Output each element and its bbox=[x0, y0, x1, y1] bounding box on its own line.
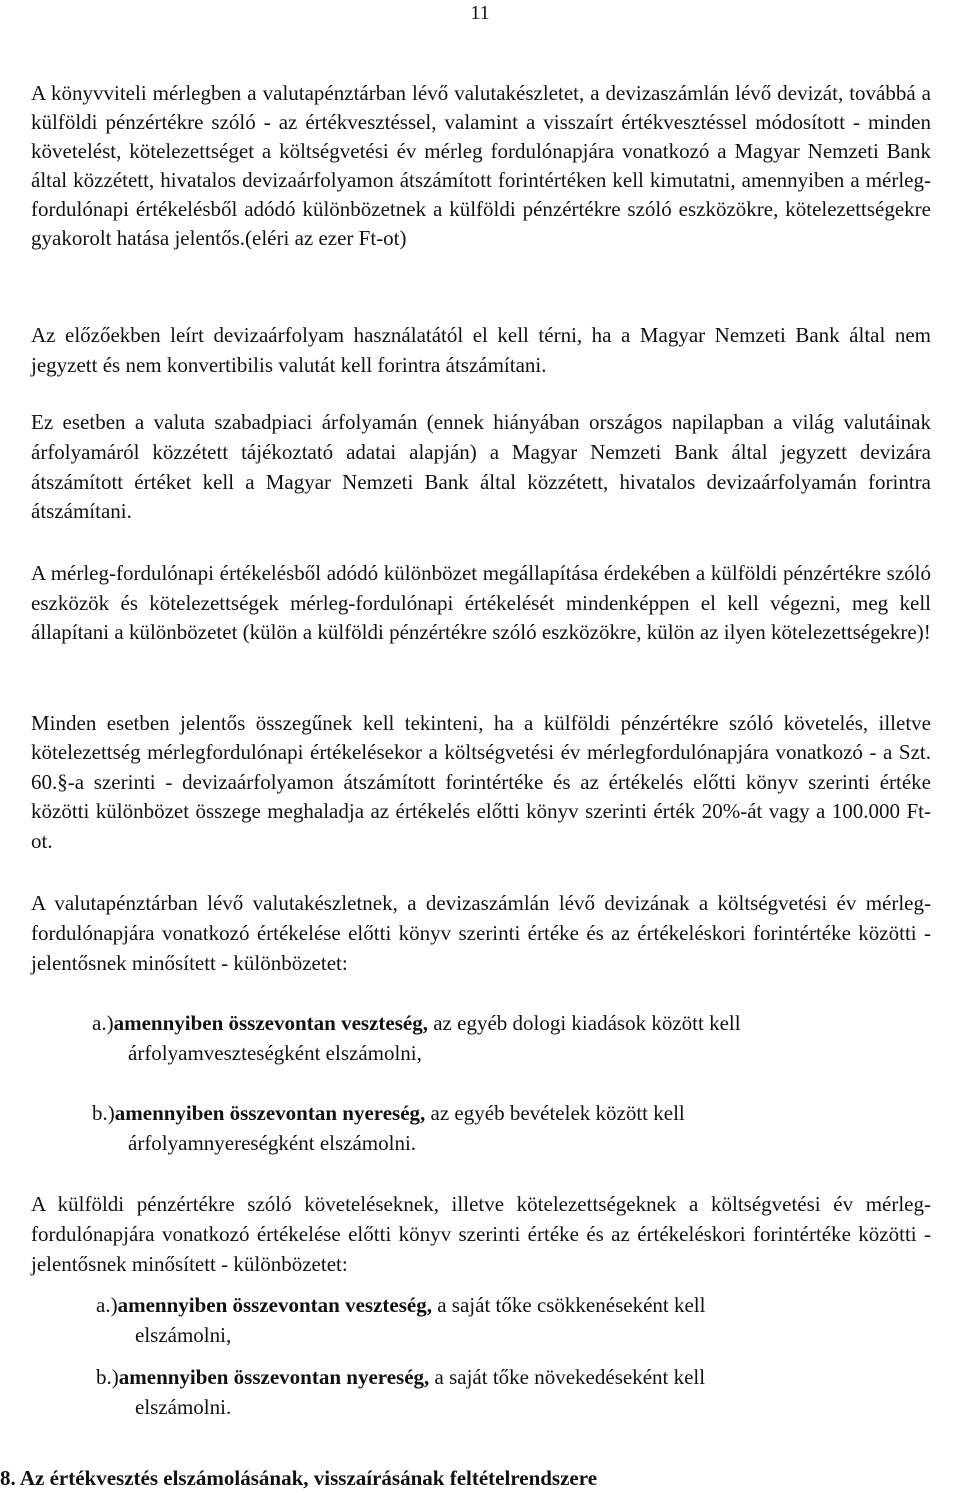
list-item bbox=[96, 1290, 705, 1350]
section-heading: 8. Az értékvesztés elszámolásának, visszaírásának feltételrendszere bbox=[0, 1466, 598, 1490]
list-item-bold: amennyiben összevontan nyereség, bbox=[114, 1101, 426, 1125]
list-item-continuation: elszámolni. bbox=[135, 1395, 232, 1419]
list-item-continuation: árfolyamveszteségként elszámolni, bbox=[128, 1041, 422, 1065]
list-item-text: a saját tőke növekedéseként kell bbox=[429, 1365, 706, 1389]
page-number: 11 bbox=[470, 2, 490, 24]
paragraph-significant-amount: Minden esetben jelentős összegűnek kell tekinteni, ha a külföldi pénzértékre szóló követelés, illetve kötelezettség mérlegfordulónapi értékelésekor a költségvetési év mérlegfordulónapjára vonatkozó - a Szt. 60.§-a szerinti - devizaárfolyamon átszámított forintértéke és az értékelés előtti könyv szerinti értéke közötti különbözet összege meghaladja az értékelés előtti könyv szerinti érték 20%-át vagy a 100.000 Ft-ot. bbox=[31, 711, 931, 853]
list-marker: a.) bbox=[92, 1011, 114, 1035]
list-item-bold: amennyiben összevontan veszteség, bbox=[113, 1011, 428, 1035]
list-item-continuation: árfolyamnyereségként elszámolni. bbox=[128, 1131, 417, 1155]
list-item-bold: amennyiben összevontan veszteség, bbox=[117, 1293, 432, 1317]
list-item-text: az egyéb dologi kiadások között kell bbox=[427, 1011, 741, 1035]
list-marker: b.) bbox=[92, 1101, 115, 1125]
paragraph-exception: Az előzőekben leírt devizaárfolyam használatától el kell térni, ha a Magyar Nemzeti Bank által nem jegyzett és nem konvertibilis valutát kell forintra átszámítani. bbox=[31, 323, 931, 377]
list-item bbox=[92, 1098, 685, 1158]
list-item-text: az egyéb bevételek között kell bbox=[425, 1101, 685, 1125]
list-item-text: a saját tőke csökkenéseként kell bbox=[431, 1293, 706, 1317]
list-item bbox=[96, 1362, 705, 1422]
list-item-bold: amennyiben összevontan nyereség, bbox=[118, 1365, 430, 1389]
paragraph-receivables-difference: A külföldi pénzértékre szóló követeléseknek, illetve kötelezettségeknek a költségvetési év mérleg-fordulónapjára vonatkozó értékelése előtti könyv szerinti értéke és az értékeléskori forintértéke közötti -jelentősnek minősített - különbözetet: bbox=[31, 1192, 931, 1277]
list-item bbox=[92, 1008, 741, 1068]
paragraph-cash-difference: A valutapénztárban lévő valutakészletnek, a devizaszámlán lévő devizának a költségvetési év mérleg-fordulónapjára vonatkozó értékelése előtti könyv szerinti értéke és az értékeléskori forintértéke közötti -jelentősnek minősített - különbözetet: bbox=[31, 891, 931, 976]
paragraph-difference-determination: A mérleg-fordulónapi értékelésből adódó különbözet megállapítása érdekében a külföldi pénzértékre szóló eszközök és kötelezettségek mérleg-fordulónapi értékelését mindenképpen el kell végezni, meg kell állapítani a különbözetet (külön a külföldi pénzértékre szóló eszközökre, külön az ilyen kötelezettségekre)! bbox=[31, 561, 931, 645]
list-item-continuation: elszámolni, bbox=[135, 1323, 232, 1347]
paragraph-free-market-rate: Ez esetben a valuta szabadpiaci árfolyamán (ennek hiányában országos napilapban a világ valutáinak árfolyamáról közzétett tájékoztató adatai alapján) a Magyar Nemzeti Bank által jegyzett devizára átszámított értéket kell a Magyar Nemzeti Bank által közzétett, hivatalos devizaárfolyamán forintra átszámítani. bbox=[31, 410, 931, 524]
list-marker: b.) bbox=[96, 1365, 119, 1389]
paragraph-valuation-rule: A könyvviteli mérlegben a valutapénztárban lévő valutakészletet, a devizaszámlán lévő devizát, továbbá a külföldi pénzértékre szóló - az értékvesztéssel, valamint a visszaírt értékvesztéssel módosított - minden követelést, kötelezettséget a költségvetési év mérleg fordulónapjára vonatkozó a Magyar Nemzeti Bank által közzétett, hivatalos devizaárfolyamon átszámított forintértéken kell kimutatni, amennyiben a mérleg-fordulónapi értékelésből adódó különbözetnek a külföldi pénzértékre szóló eszközökre, kötelezettségekre gyakorolt hatása jelentős.(eléri az ezer Ft-ot) bbox=[31, 81, 931, 251]
list-marker: a.) bbox=[96, 1293, 118, 1317]
